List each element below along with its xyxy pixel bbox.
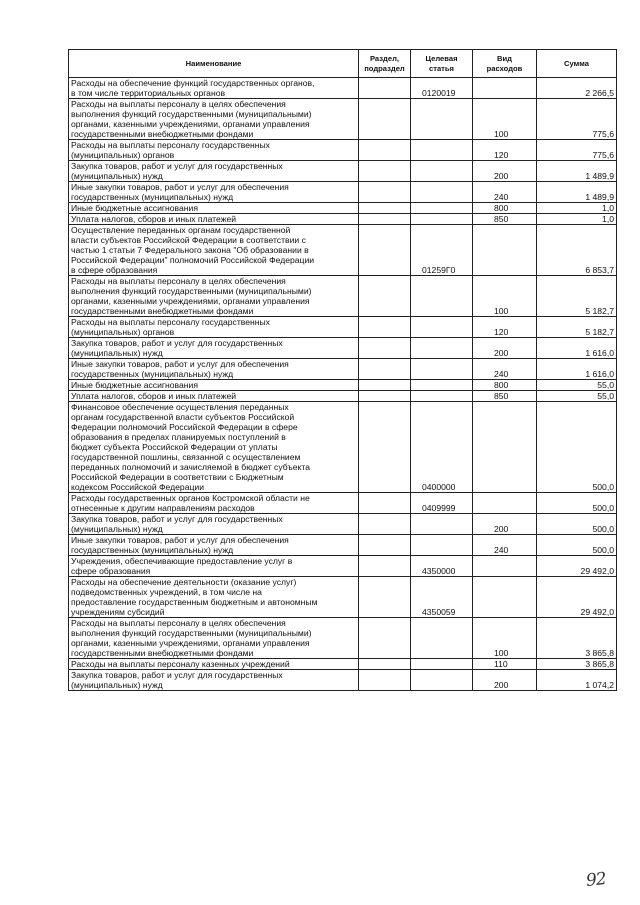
cell-target [411, 276, 473, 317]
cell-target [411, 203, 473, 214]
table-body [69, 78, 617, 691]
cell-section [359, 78, 411, 99]
cell-sum: 3 865,8 [537, 618, 617, 659]
table-row [69, 276, 617, 317]
cell-sum: 1 074,2 [537, 670, 617, 691]
table-row [69, 556, 617, 577]
header-section: Раздел, подраздел [359, 50, 411, 78]
cell-sum: 500,0 [537, 493, 617, 514]
header-name: Наименование [69, 50, 359, 78]
table-row [69, 514, 617, 535]
cell-name: Иные закупки товаров, работ и услуг для обеспечения государственных (муниципальных) нужд [69, 535, 359, 556]
cell-type: 100 [473, 618, 537, 659]
cell-type: 850 [473, 214, 537, 225]
cell-target [411, 182, 473, 203]
cell-sum: 1 616,0 [537, 338, 617, 359]
cell-section [359, 391, 411, 402]
cell-name: Закупка товаров, работ и услуг для государственных (муниципальных) нужд [69, 670, 359, 691]
cell-target [411, 338, 473, 359]
cell-name: Расходы на выплаты персоналу государственных (муниципальных) органов [69, 317, 359, 338]
cell-type: 100 [473, 276, 537, 317]
cell-target: 0120019 [411, 78, 473, 99]
table-row [69, 402, 617, 493]
cell-section [359, 225, 411, 276]
cell-sum: 775,6 [537, 140, 617, 161]
cell-section [359, 203, 411, 214]
table-row [69, 659, 617, 670]
cell-sum: 500,0 [537, 402, 617, 493]
table-row [69, 203, 617, 214]
cell-target [411, 535, 473, 556]
cell-target [411, 317, 473, 338]
cell-name: Осуществление переданных органам государственной власти субъектов Российской Федерации в соответствии с частью 1 статьи 7 Федерального закона "Об образовании в Российской Федерации" полномочий Российской Федерации в сфере образования [69, 225, 359, 276]
cell-type: 200 [473, 670, 537, 691]
cell-target [411, 391, 473, 402]
cell-name: Финансовое обеспечение осуществления переданных органам государственной власти субъектов Российской Федерации полномочий Российской Федерации в сфере образования в пределах планируемых поступлений в бюджет субъекта Российской Федерации от уплаты государственной пошлины, связанной с осуществлением переданных полномочий и зачисляемой в бюджет субъекта Российской Федерации в соответствии с Бюджетным кодексом Российской Федерации [69, 402, 359, 493]
header-type: Вид расходов [473, 50, 537, 78]
table-row [69, 380, 617, 391]
cell-section [359, 659, 411, 670]
header-row [69, 50, 617, 78]
table-row [69, 493, 617, 514]
cell-section [359, 670, 411, 691]
cell-section [359, 402, 411, 493]
cell-target [411, 618, 473, 659]
cell-sum: 55,0 [537, 380, 617, 391]
cell-name: Уплата налогов, сборов и иных платежей [69, 214, 359, 225]
cell-type [473, 225, 537, 276]
cell-type: 110 [473, 659, 537, 670]
cell-type: 240 [473, 535, 537, 556]
cell-section [359, 359, 411, 380]
cell-section [359, 514, 411, 535]
budget-table [68, 49, 617, 691]
cell-type [473, 556, 537, 577]
cell-type: 200 [473, 338, 537, 359]
table-row [69, 317, 617, 338]
table-row [69, 78, 617, 99]
cell-section [359, 140, 411, 161]
cell-target [411, 161, 473, 182]
table-row [69, 225, 617, 276]
cell-type: 120 [473, 317, 537, 338]
cell-sum: 1,0 [537, 203, 617, 214]
cell-name: Закупка товаров, работ и услуг для государственных (муниципальных) нужд [69, 514, 359, 535]
table-row [69, 161, 617, 182]
cell-section [359, 535, 411, 556]
table-row [69, 670, 617, 691]
cell-sum: 500,0 [537, 535, 617, 556]
cell-type [473, 577, 537, 618]
cell-sum: 1,0 [537, 214, 617, 225]
cell-section [359, 618, 411, 659]
cell-sum: 2 266,5 [537, 78, 617, 99]
cell-target [411, 659, 473, 670]
cell-section [359, 338, 411, 359]
cell-type: 850 [473, 391, 537, 402]
cell-name: Закупка товаров, работ и услуг для государственных (муниципальных) нужд [69, 338, 359, 359]
cell-sum: 500,0 [537, 514, 617, 535]
cell-name: Расходы на обеспечение деятельности (оказание услуг) подведомственных учреждений, в том числе на предоставление государственным бюджетным и автономным учреждениям субсидий [69, 577, 359, 618]
cell-type: 100 [473, 99, 537, 140]
cell-section [359, 276, 411, 317]
cell-section [359, 99, 411, 140]
cell-sum: 1 616,0 [537, 359, 617, 380]
cell-name: Учреждения, обеспечивающие предоставление услуг в сфере образования [69, 556, 359, 577]
cell-target: 0400000 [411, 402, 473, 493]
cell-sum: 29 492,0 [537, 556, 617, 577]
cell-name: Расходы на выплаты персоналу государственных (муниципальных) органов [69, 140, 359, 161]
cell-name: Иные бюджетные ассигнования [69, 380, 359, 391]
cell-name: Иные закупки товаров, работ и услуг для обеспечения государственных (муниципальных) нужд [69, 182, 359, 203]
cell-type: 200 [473, 514, 537, 535]
table-row [69, 618, 617, 659]
table-row [69, 182, 617, 203]
table-row [69, 214, 617, 225]
header-target: Целевая статья [411, 50, 473, 78]
table-row [69, 577, 617, 618]
table-row [69, 338, 617, 359]
table-row [69, 359, 617, 380]
cell-name: Уплата налогов, сборов и иных платежей [69, 391, 359, 402]
cell-target: 0409999 [411, 493, 473, 514]
cell-section [359, 556, 411, 577]
cell-target [411, 214, 473, 225]
cell-sum: 6 853,7 [537, 225, 617, 276]
cell-target [411, 359, 473, 380]
cell-type: 200 [473, 161, 537, 182]
cell-name: Расходы на выплаты персоналу казенных учреждений [69, 659, 359, 670]
cell-type: 240 [473, 359, 537, 380]
cell-sum: 29 492,0 [537, 577, 617, 618]
cell-section [359, 493, 411, 514]
cell-sum: 5 182,7 [537, 317, 617, 338]
cell-target [411, 140, 473, 161]
cell-sum: 5 182,7 [537, 276, 617, 317]
cell-name: Расходы на выплаты персоналу в целях обеспечения выполнения функций государственными (муниципальными) органами, казенными учреждениями, органами управления государственными внебюджетными фондами [69, 276, 359, 317]
cell-target [411, 99, 473, 140]
cell-type: 120 [473, 140, 537, 161]
cell-type [473, 493, 537, 514]
table-row [69, 391, 617, 402]
cell-section [359, 577, 411, 618]
cell-sum: 55,0 [537, 391, 617, 402]
table-row [69, 535, 617, 556]
cell-section [359, 161, 411, 182]
cell-target [411, 514, 473, 535]
cell-section [359, 182, 411, 203]
cell-sum: 1 489,9 [537, 182, 617, 203]
table-row [69, 99, 617, 140]
cell-type [473, 78, 537, 99]
cell-type: 240 [473, 182, 537, 203]
cell-name: Расходы государственных органов Костромской области не отнесенные к другим направлениям расходов [69, 493, 359, 514]
cell-sum: 775,6 [537, 99, 617, 140]
cell-name: Расходы на выплаты персоналу в целях обеспечения выполнения функций государственными (муниципальными) органами, казенными учреждениями, органами управления государственными внебюджетными фондами [69, 618, 359, 659]
cell-section [359, 317, 411, 338]
cell-target: 4350000 [411, 556, 473, 577]
table-row [69, 140, 617, 161]
cell-name: Расходы на обеспечение функций государственных органов, в том числе территориальных органов [69, 78, 359, 99]
cell-sum: 1 489,9 [537, 161, 617, 182]
cell-target [411, 670, 473, 691]
cell-section [359, 380, 411, 391]
cell-target [411, 380, 473, 391]
page-number: 92 [585, 869, 607, 891]
cell-type: 800 [473, 203, 537, 214]
cell-sum: 3 865,8 [537, 659, 617, 670]
cell-name: Иные закупки товаров, работ и услуг для обеспечения государственных (муниципальных) нужд [69, 359, 359, 380]
cell-name: Расходы на выплаты персоналу в целях обеспечения выполнения функций государственными (муниципальными) органами, казенными учреждениями, органами управления государственными внебюджетными фондами [69, 99, 359, 140]
cell-name: Иные бюджетные ассигнования [69, 203, 359, 214]
cell-type [473, 402, 537, 493]
cell-name: Закупка товаров, работ и услуг для государственных (муниципальных) нужд [69, 161, 359, 182]
cell-type: 800 [473, 380, 537, 391]
header-sum: Сумма [537, 50, 617, 78]
cell-target: 4350059 [411, 577, 473, 618]
cell-section [359, 214, 411, 225]
cell-target: 01259Г0 [411, 225, 473, 276]
